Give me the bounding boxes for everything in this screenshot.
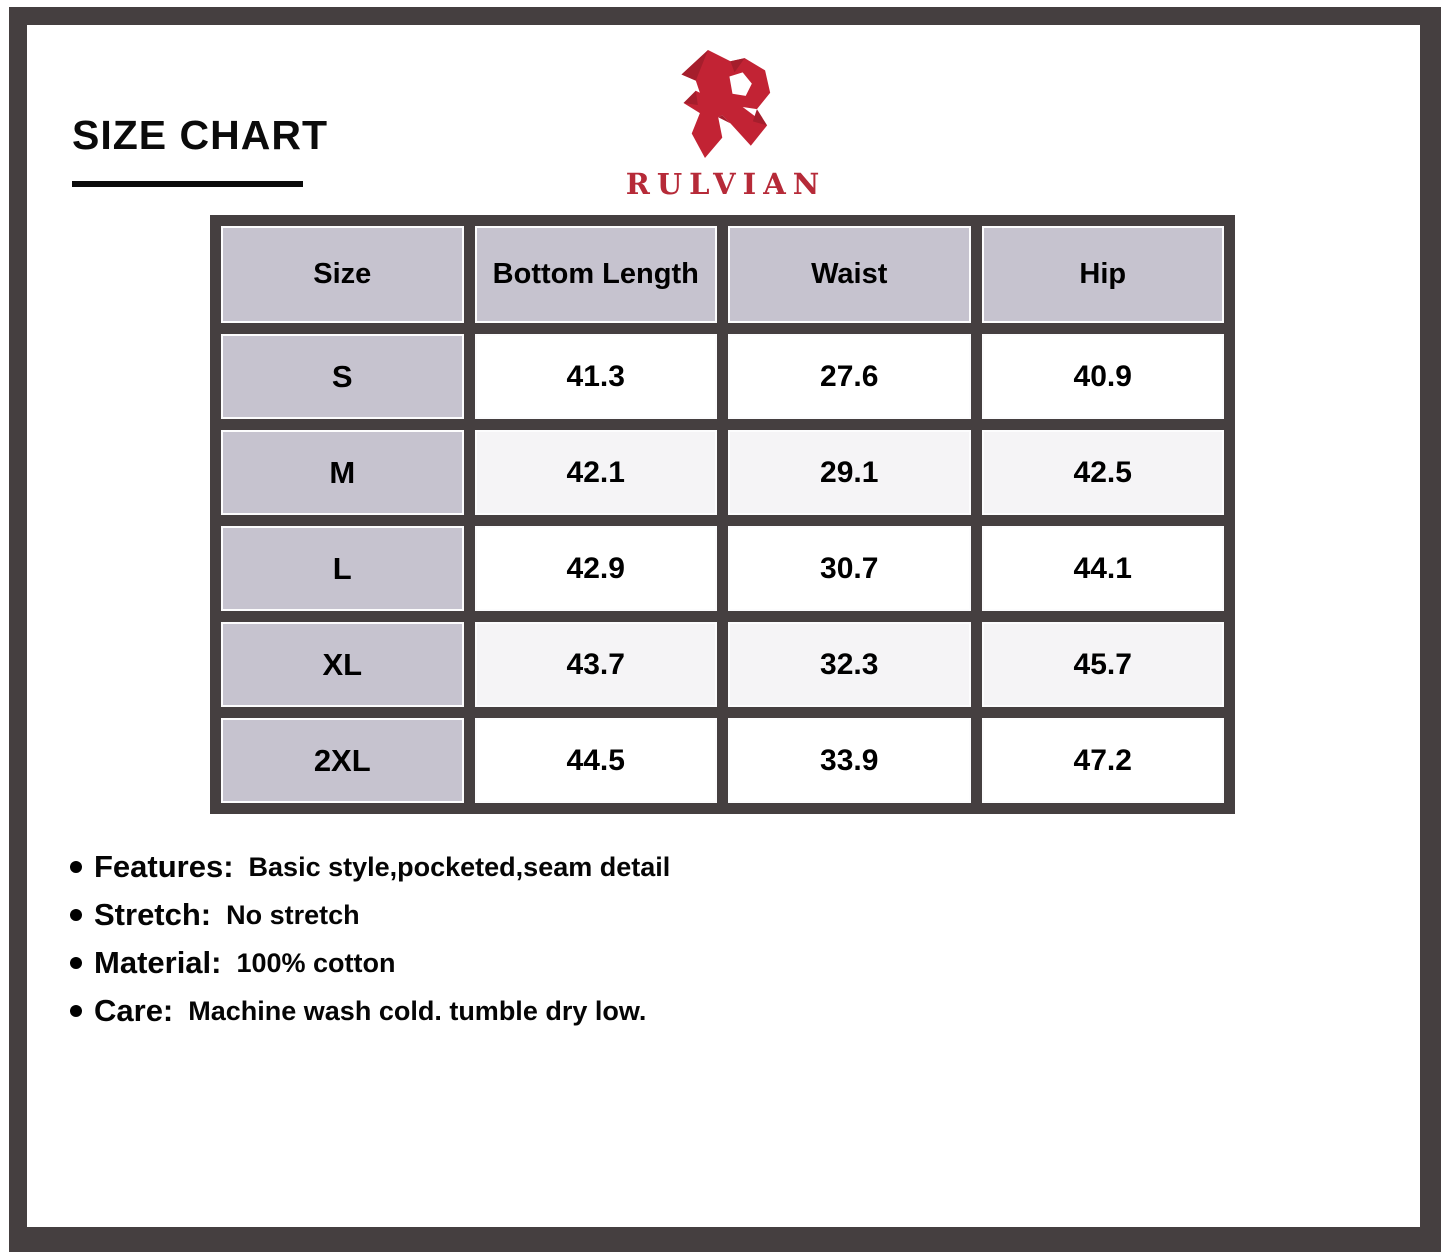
bullet-icon [70,861,82,873]
detail-label: Features: [94,849,234,884]
size-cell: L [221,526,464,611]
value-cell: 44.5 [475,718,718,803]
detail-value: Basic style,pocketed,seam detail [248,851,671,882]
value-cell: 42.9 [475,526,718,611]
bullet-icon [70,1005,82,1017]
table-row [221,526,1224,611]
value-cell: 45.7 [982,622,1225,707]
size-cell: XL [221,622,464,707]
table-row [221,430,1224,515]
table-row [221,622,1224,707]
size-table-header-row [221,226,1224,323]
value-cell: 43.7 [475,622,718,707]
detail-label: Care: [94,993,174,1028]
page-title: SIZE CHART [72,112,328,158]
column-header-bottom-length: Bottom Length [475,226,718,323]
table-row [221,718,1224,803]
detail-item [70,993,670,1029]
title-underline [72,181,303,187]
detail-item [70,945,670,981]
detail-item [70,897,670,933]
value-cell: 40.9 [982,334,1225,419]
value-cell: 29.1 [728,430,971,515]
details-list [70,849,670,1041]
size-table [210,215,1235,814]
column-header-hip: Hip [982,226,1225,323]
value-cell: 47.2 [982,718,1225,803]
detail-value: 100% cotton [236,947,396,978]
value-cell: 44.1 [982,526,1225,611]
size-cell: M [221,430,464,515]
table-row [221,334,1224,419]
value-cell: 32.3 [728,622,971,707]
detail-item [70,849,670,885]
brand-logo [619,50,826,201]
size-cell: 2XL [221,718,464,803]
size-cell: S [221,334,464,419]
value-cell: 42.5 [982,430,1225,515]
value-cell: 33.9 [728,718,971,803]
value-cell: 27.6 [728,334,971,419]
brand-logo-icon [671,50,773,158]
detail-value: Machine wash cold. tumble dry low. [188,995,647,1026]
value-cell: 30.7 [728,526,971,611]
detail-label: Stretch: [94,897,212,932]
bullet-icon [70,957,82,969]
detail-value: No stretch [226,899,360,930]
detail-label: Material: [94,945,222,980]
value-cell: 42.1 [475,430,718,515]
bullet-icon [70,909,82,921]
column-header-waist: Waist [728,226,971,323]
column-header-size: Size [221,226,464,323]
brand-name: RULVIAN [625,167,827,201]
value-cell: 41.3 [475,334,718,419]
size-table-body [221,334,1224,803]
